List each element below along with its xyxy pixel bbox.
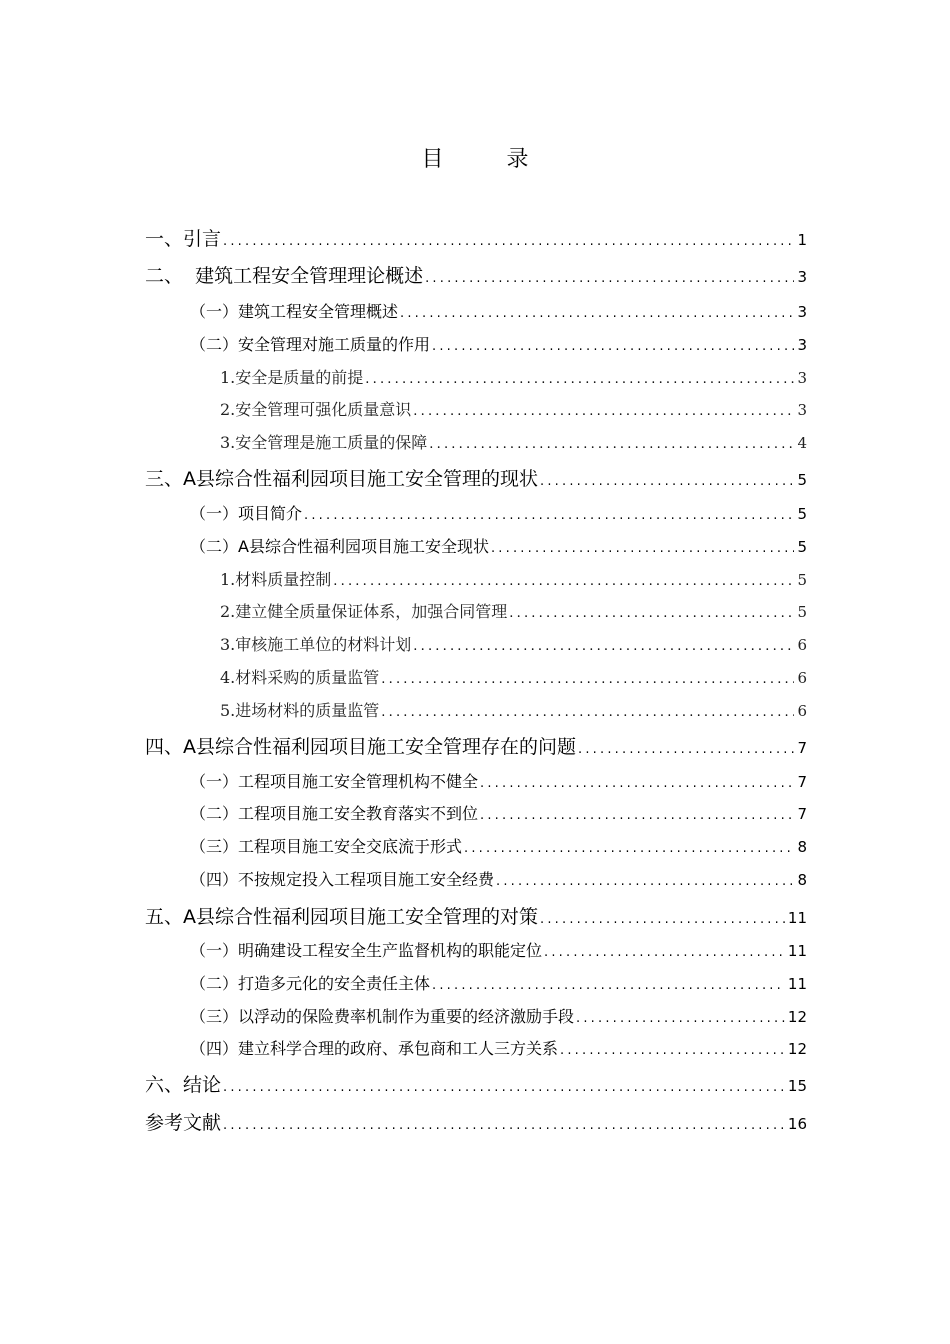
toc-entry[interactable] <box>190 867 807 890</box>
toc-entry[interactable] <box>190 801 807 824</box>
toc-entry[interactable] <box>220 397 807 420</box>
toc-entry-label: 参考文献 <box>145 1112 222 1134</box>
dot-leader <box>223 1118 785 1133</box>
dot-leader <box>223 1080 785 1095</box>
toc-entry-label: 4.材料采购的质量监管 <box>220 668 380 687</box>
toc-page-number: 11 <box>787 942 807 960</box>
toc-page-number: 12 <box>787 1040 807 1058</box>
toc-entry[interactable] <box>145 732 807 759</box>
toc-page-number: 7 <box>797 773 807 791</box>
toc-entry-label: 三、A县综合性福利园项目施工安全管理的现状 <box>145 468 538 490</box>
dot-leader <box>223 234 794 249</box>
toc-entry[interactable] <box>145 464 807 491</box>
dot-leader <box>496 874 794 889</box>
toc-page-number: 8 <box>797 838 807 856</box>
toc-page-number: 4 <box>797 434 807 452</box>
toc-page-number: 7 <box>797 739 807 757</box>
toc-page-number: 1 <box>797 231 807 249</box>
toc-page-number: 16 <box>787 1115 807 1133</box>
toc-page-number: 5 <box>797 505 807 523</box>
toc-entry-label: 二、 建筑工程安全管理理论概述 <box>145 265 424 287</box>
dot-leader <box>464 841 794 856</box>
toc-entry[interactable] <box>190 1004 807 1027</box>
dot-leader <box>304 508 794 523</box>
dot-leader <box>432 339 794 354</box>
toc-entry-label: （四）建立科学合理的政府、承包商和工人三方关系 <box>190 1039 559 1058</box>
toc-page-number: 11 <box>787 909 807 927</box>
toc-entry-label: （一）建筑工程安全管理概述 <box>190 302 399 321</box>
toc-page-number: 8 <box>797 871 807 889</box>
toc-entry-label: （一）工程项目施工安全管理机构不健全 <box>190 772 479 791</box>
toc-entry[interactable] <box>145 902 807 929</box>
toc-entry-label: （一）项目简介 <box>190 504 303 523</box>
toc-entry-label: （三）以浮动的保险费率机制作为重要的经济激励手段 <box>190 1007 575 1026</box>
dot-leader <box>381 705 794 720</box>
toc-page-number: 3 <box>797 401 807 419</box>
toc-entry[interactable] <box>190 938 807 961</box>
toc-entry-label: 3.审核施工单位的材料计划 <box>220 635 412 654</box>
toc-entry[interactable] <box>190 299 807 322</box>
dot-leader <box>480 808 794 823</box>
dot-leader <box>333 574 794 589</box>
toc-page-number: 5 <box>797 538 807 556</box>
dot-leader <box>400 306 794 321</box>
toc-entry[interactable] <box>220 365 807 388</box>
toc-entry[interactable] <box>220 698 807 721</box>
toc-entry-label: 3.安全管理是施工质量的保障 <box>220 433 428 452</box>
dot-leader <box>491 541 795 556</box>
toc-page-number: 3 <box>797 303 807 321</box>
toc-entry-label: 1.材料质量控制 <box>220 570 332 589</box>
dot-leader <box>381 672 794 687</box>
toc-entry[interactable] <box>190 1036 807 1059</box>
dot-leader <box>509 606 794 621</box>
toc-page-number: 3 <box>797 369 807 387</box>
toc-page-number: 5 <box>797 471 807 489</box>
dot-leader <box>413 404 794 419</box>
toc-entry[interactable] <box>190 332 807 355</box>
toc-entry[interactable] <box>220 567 807 590</box>
toc-entry-label: （一）明确建设工程安全生产监督机构的职能定位 <box>190 941 543 960</box>
toc-title: 目 录 <box>421 147 557 172</box>
toc-entry-label: 2.建立健全质量保证体系，加强合同管理 <box>220 602 508 621</box>
toc-entry-label: （二）打造多元化的安全责任主体 <box>190 974 431 993</box>
dot-leader <box>413 639 794 654</box>
toc-entry-label: （三）工程项目施工安全交底流于形式 <box>190 837 463 856</box>
dot-leader <box>540 912 785 927</box>
toc-entry[interactable] <box>145 1108 807 1135</box>
toc-entry[interactable] <box>145 1070 807 1097</box>
toc-page-number: 3 <box>797 268 807 286</box>
toc-entry[interactable] <box>220 632 807 655</box>
toc-entry-label: 六、结论 <box>145 1074 222 1096</box>
toc-entry[interactable] <box>145 261 807 288</box>
dot-leader <box>578 742 794 757</box>
dot-leader <box>480 776 794 791</box>
toc-entry-label: 5.进场材料的质量监管 <box>220 701 380 720</box>
toc-entry[interactable] <box>190 834 807 857</box>
toc-page-number: 15 <box>787 1077 807 1095</box>
toc-page-number: 6 <box>797 636 807 654</box>
toc-entry-label: 四、A县综合性福利园项目施工安全管理存在的问题 <box>145 736 576 758</box>
toc-entry-label: （二）A县综合性福利园项目施工安全现状 <box>190 537 489 556</box>
toc-entry-label: （二）安全管理对施工质量的作用 <box>190 335 431 354</box>
toc-page-number: 5 <box>797 571 807 589</box>
toc-entry[interactable] <box>190 534 807 557</box>
toc-page-number: 12 <box>787 1008 807 1026</box>
dot-leader <box>429 437 794 452</box>
dot-leader <box>365 372 794 387</box>
dot-leader <box>540 474 794 489</box>
toc-page-number: 5 <box>797 603 807 621</box>
toc-page-number: 11 <box>787 975 807 993</box>
toc-entry[interactable] <box>145 224 807 251</box>
toc-entry[interactable] <box>220 665 807 688</box>
toc-page-number: 3 <box>797 336 807 354</box>
toc-entry[interactable] <box>220 599 807 622</box>
toc-entry[interactable] <box>190 971 807 994</box>
dot-leader <box>576 1011 785 1026</box>
dot-leader <box>560 1043 785 1058</box>
dot-leader <box>425 271 794 286</box>
toc-page-number: 6 <box>797 669 807 687</box>
toc-entry[interactable] <box>190 769 807 792</box>
toc-entry-label: 一、引言 <box>145 228 222 250</box>
toc-entry-label: 五、A县综合性福利园项目施工安全管理的对策 <box>145 906 538 928</box>
toc-page-number: 7 <box>797 805 807 823</box>
dot-leader <box>544 945 785 960</box>
toc-entry-label: 1.安全是质量的前提 <box>220 368 364 387</box>
toc-entry[interactable] <box>220 430 807 453</box>
toc-entry[interactable] <box>190 501 807 524</box>
toc-page-number: 6 <box>797 702 807 720</box>
toc-entry-label: 2.安全管理可强化质量意识 <box>220 400 412 419</box>
toc-entry-label: （二）工程项目施工安全教育落实不到位 <box>190 804 479 823</box>
toc-entry-label: （四）不按规定投入工程项目施工安全经费 <box>190 870 495 889</box>
dot-leader <box>432 978 785 993</box>
